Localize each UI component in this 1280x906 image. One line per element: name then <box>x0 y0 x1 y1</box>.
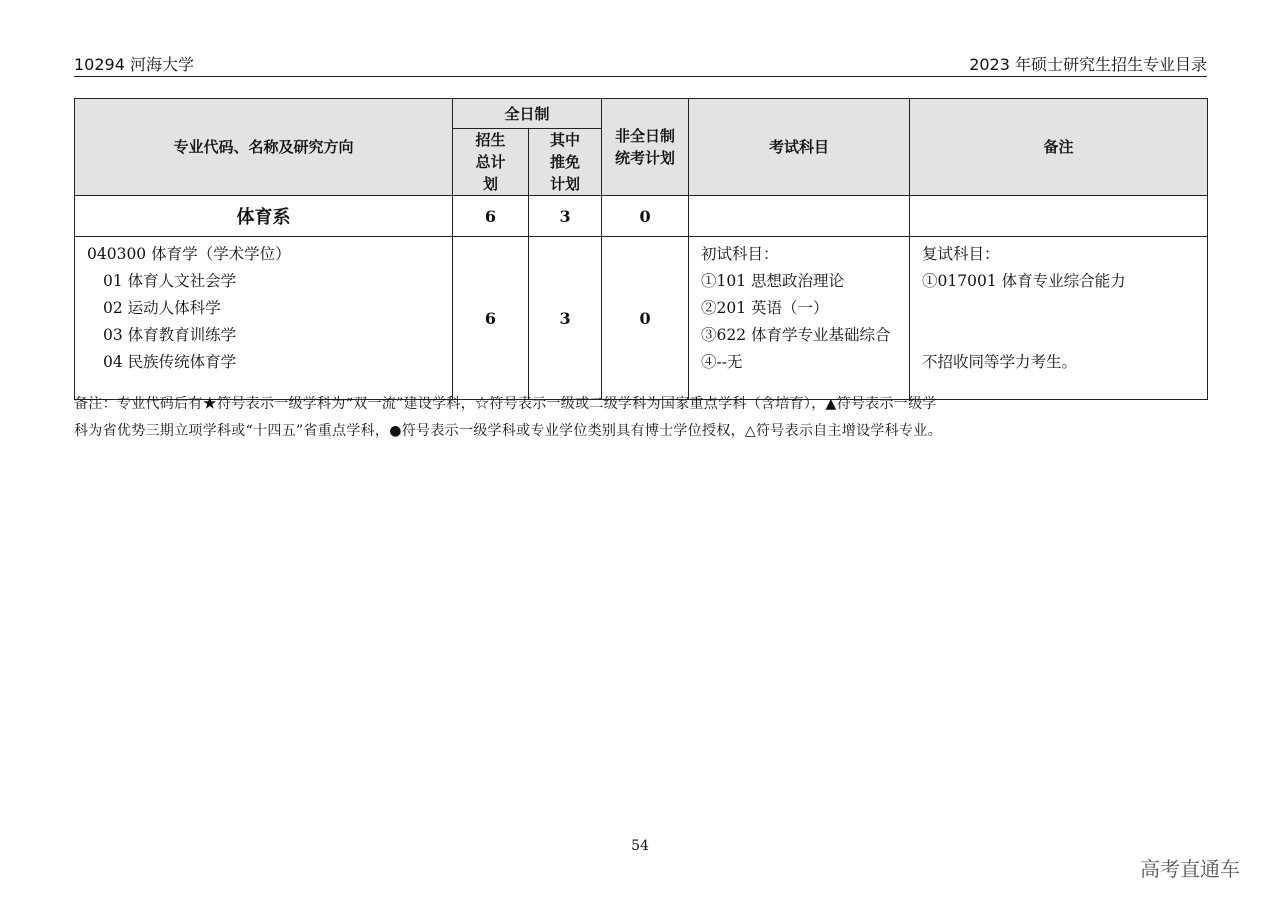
footnotes <box>74 391 1207 445</box>
footnote-line: 科为省优势三期立项学科或“十四五”省重点学科，●符号表示一级学科或专业学位类别具有博士学位授权，△符号表示自主增设学科专业。 <box>74 423 942 439</box>
department-parttime: 0 <box>602 196 689 237</box>
header-fulltime: 全日制 <box>453 99 602 129</box>
remark-note: 不招收同等学力考生。 <box>922 353 1078 371</box>
research-direction: 04 民族传统体育学 <box>103 353 237 371</box>
footnote-line: 备注：专业代码后有★符号表示一级学科为“双一流”建设学科，☆符号表示一级或二级学科为国家重点学科（含培育），▲符号表示一级学 <box>74 396 937 412</box>
header-exam: 考试科目 <box>689 99 910 196</box>
university-label: 10294 河海大学 <box>74 55 194 74</box>
exam-title: 初试科目： <box>701 245 779 263</box>
page-number: 54 <box>631 838 649 854</box>
header-remark: 备注 <box>910 99 1208 196</box>
department-remark <box>910 196 1208 237</box>
catalog-title: 2023 年硕士研究生招生专业目录 <box>969 55 1207 74</box>
header-fulltime-exempt: 其中推免计划 <box>529 129 602 196</box>
major-cell <box>75 237 453 400</box>
exam-cell <box>689 237 910 400</box>
research-direction: 03 体育教育训练学 <box>103 326 237 344</box>
page-header <box>74 50 1207 77</box>
major-total: 6 <box>453 237 529 400</box>
exam-subject: ④--无 <box>701 353 743 371</box>
department-row <box>75 196 1208 237</box>
department-exam <box>689 196 910 237</box>
exam-subject: ②201 英语（一） <box>701 299 829 317</box>
department-exempt: 3 <box>529 196 602 237</box>
exam-subject: ①101 思想政治理论 <box>701 272 845 290</box>
exam-subject: ③622 体育学专业基础综合 <box>701 326 891 344</box>
major-exempt: 3 <box>529 237 602 400</box>
header-fulltime-total: 招生总计划 <box>453 129 529 196</box>
department-name: 体育系 <box>75 196 453 237</box>
retest-subject: ①017001 体育专业综合能力 <box>922 272 1126 290</box>
major-row <box>75 237 1208 400</box>
watermark: 高考直通车 <box>1140 857 1240 881</box>
retest-title: 复试科目： <box>922 245 1000 263</box>
major-parttime: 0 <box>602 237 689 400</box>
header-major: 专业代码、名称及研究方向 <box>75 99 453 196</box>
department-total: 6 <box>453 196 529 237</box>
research-direction: 02 运动人体科学 <box>103 299 221 317</box>
header-parttime: 非全日制统考计划 <box>602 99 689 196</box>
major-code-name: 040300 体育学（学术学位） <box>87 245 291 263</box>
research-direction: 01 体育人文社会学 <box>103 272 237 290</box>
enrollment-table <box>74 98 1208 400</box>
remark-cell <box>910 237 1208 400</box>
